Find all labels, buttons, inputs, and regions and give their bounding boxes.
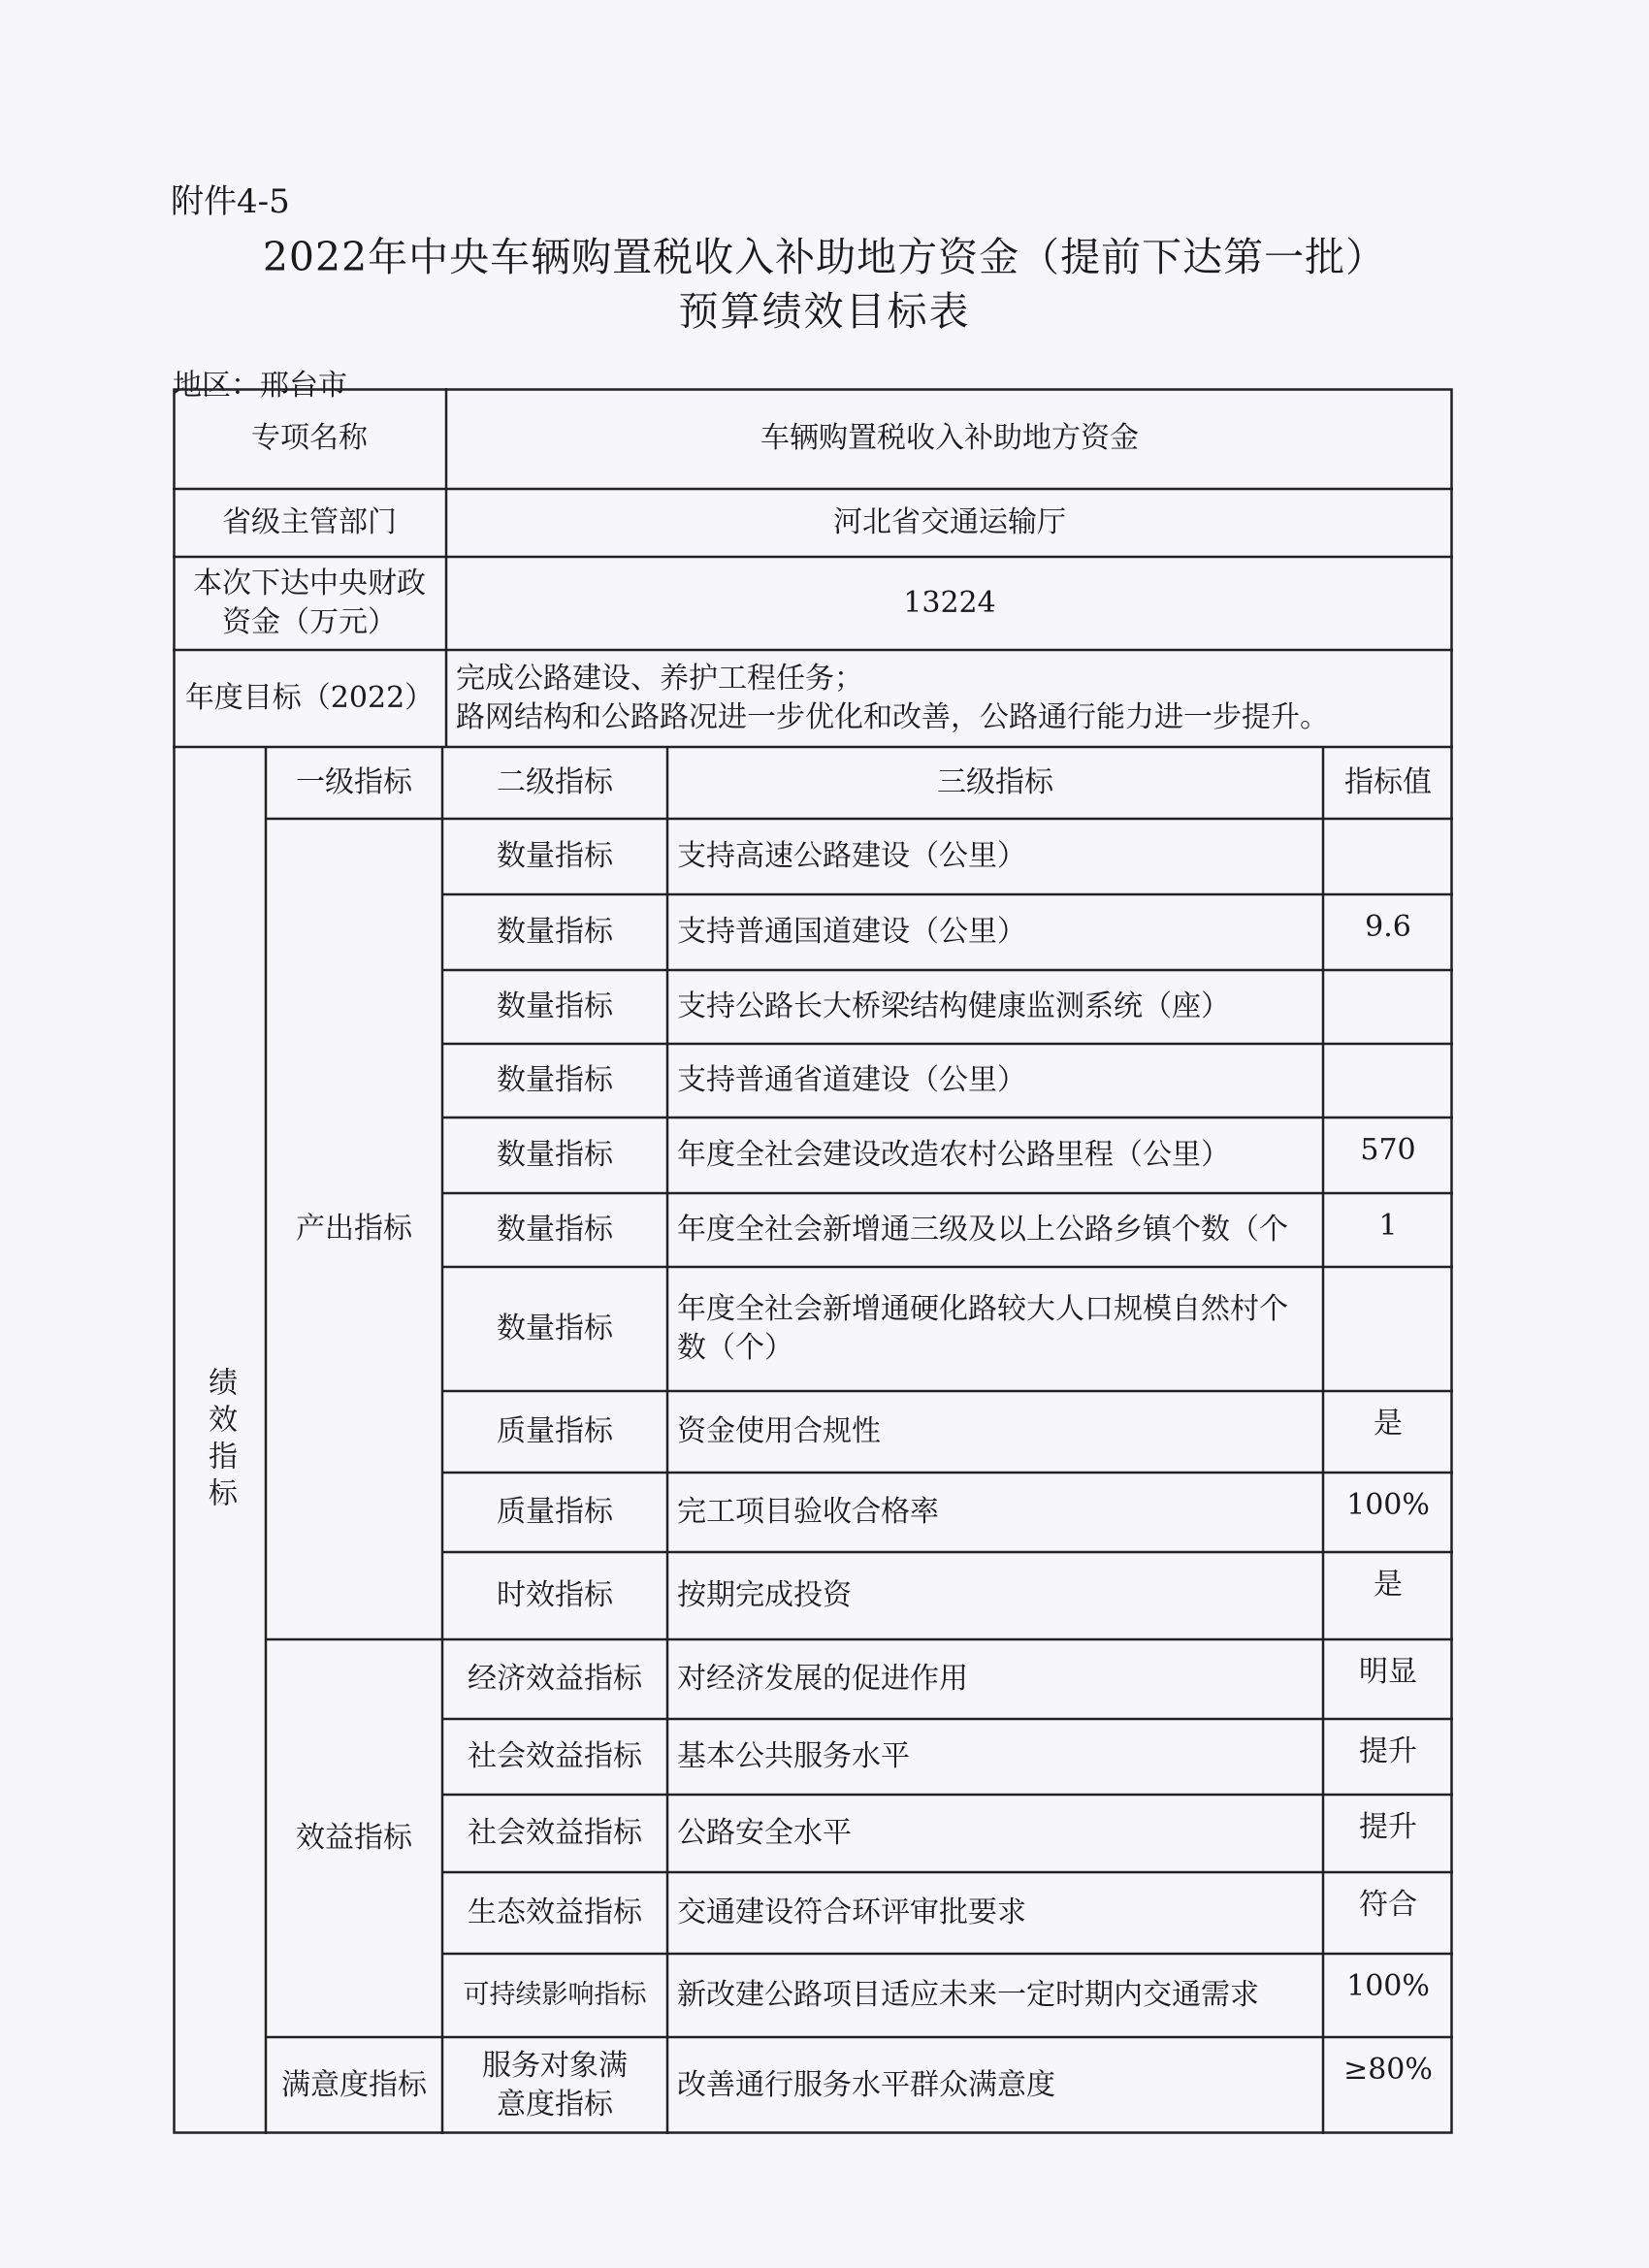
row-level2: 数量指标 (497, 915, 613, 949)
row-level3: 完工项目验收合格率 (677, 1495, 939, 1529)
row-value: 符合 (1359, 1888, 1417, 1922)
row-level2: 社会效益指标 (468, 1739, 642, 1773)
document-title: 2022年中央车辆购置税收入补助地方资金（提前下达第一批） (262, 234, 1387, 280)
group-satisfaction: 满意度指标 (281, 2068, 427, 2102)
row-level3: 按期完成投资 (677, 1578, 852, 1612)
row-value: 570 (1360, 1133, 1416, 1167)
row-level3: 对经济发展的促进作用 (677, 1662, 968, 1696)
row-level3: 支持公路长大桥梁结构健康监测系统（座） (677, 989, 1230, 1023)
funds-label-line1: 本次下达中央财政 (193, 567, 426, 600)
project-name-value: 车辆购置税收入补助地方资金 (760, 421, 1139, 455)
document-subtitle: 预算绩效目标表 (678, 288, 971, 335)
funds-label (173, 557, 446, 650)
row-level2: 数量指标 (497, 1138, 613, 1172)
row-value (1323, 1044, 1453, 1118)
project-name-label: 专项名称 (251, 421, 368, 455)
row-value: 1 (1378, 1209, 1398, 1243)
row-value: 提升 (1359, 1810, 1417, 1844)
group-output: 产出指标 (296, 1212, 412, 1246)
row-level3: 支持普通省道建设（公里） (677, 1063, 1026, 1097)
row-level2: 数量指标 (497, 989, 613, 1023)
row-level3: 新改建公路项目适应未来一定时期内交通需求 (677, 1978, 1259, 2012)
row-value: 是 (1374, 1407, 1403, 1441)
row-value: 100% (1346, 1969, 1430, 2003)
row-level2: 数量指标 (497, 1312, 613, 1345)
annual-goal-line1: 完成公路建设、养护工程任务； (456, 662, 863, 696)
funds-label-line2: 资金（万元） (222, 605, 397, 639)
row-level2: 社会效益指标 (468, 1816, 642, 1850)
header-level3: 三级指标 (937, 765, 1053, 799)
header-value: 指标值 (1344, 765, 1432, 799)
annual-goal-text (446, 650, 1453, 747)
row-value (1323, 970, 1453, 1044)
row-level2: 生态效益指标 (468, 1895, 642, 1929)
row-level3: 年度全社会建设改造农村公路里程（公里） (677, 1138, 1230, 1172)
row-level3: 年度全社会新增通三级及以上公路乡镇个数（个 (677, 1213, 1288, 1247)
row-value: 100% (1346, 1488, 1430, 1522)
region-label: 地区： (173, 369, 260, 403)
row-level2: 数量指标 (497, 1063, 613, 1097)
row-level2: 质量指标 (497, 1495, 613, 1529)
row-level3: 支持高速公路建设（公里） (677, 839, 1026, 873)
group-benefit: 效益指标 (296, 1821, 412, 1855)
row-level2: 数量指标 (497, 839, 613, 873)
row-value: 是 (1374, 1568, 1403, 1602)
row-level3: 支持普通国道建设（公里） (677, 915, 1026, 949)
row-level3: 交通建设符合环评审批要求 (677, 1895, 1026, 1929)
row-level3: 公路安全水平 (677, 1816, 852, 1850)
header-level2: 二级指标 (497, 765, 613, 799)
performance-target-table (173, 388, 1453, 2134)
row-level2: 可持续影响指标 (463, 1980, 647, 2010)
dept-value: 河北省交通运输厅 (833, 505, 1066, 539)
row-level3: 资金使用合规性 (677, 1414, 881, 1448)
row-level2: 数量指标 (497, 1213, 613, 1247)
row-level2: 质量指标 (497, 1414, 613, 1448)
row-value (1323, 819, 1453, 894)
row-value (1323, 1267, 1453, 1391)
row-level3: 基本公共服务水平 (677, 1739, 910, 1773)
row-level3: 改善通行服务水平群众满意度 (677, 2068, 1055, 2102)
row-value: 提升 (1359, 1734, 1417, 1768)
row-level2: 经济效益指标 (468, 1662, 642, 1696)
region-value: 邢台市 (260, 369, 347, 403)
row-value: 9.6 (1365, 910, 1411, 944)
annual-goal-label: 年度目标（2022） (184, 681, 435, 715)
row-value: 明显 (1359, 1655, 1417, 1689)
header-level1: 一级指标 (296, 765, 412, 799)
dept-label: 省级主管部门 (222, 505, 397, 539)
annual-goal-line2: 路网结构和公路路况进一步优化和改善，公路通行能力进一步提升。 (456, 700, 1329, 734)
row-level3: 年度全社会新增通硬化路较大人口规模自然村个数（个） (677, 1292, 1288, 1365)
row-level2: 时效指标 (497, 1578, 613, 1612)
performance-indicator-text: 绩效指标 (203, 1367, 237, 1514)
row-value: ≥80% (1343, 2053, 1433, 2087)
row-level2: 服务对象满意度指标 (482, 2049, 628, 2122)
funds-value: 13224 (903, 586, 996, 620)
attachment-number: 附件4-5 (171, 182, 290, 221)
performance-indicator-label (173, 747, 266, 2134)
